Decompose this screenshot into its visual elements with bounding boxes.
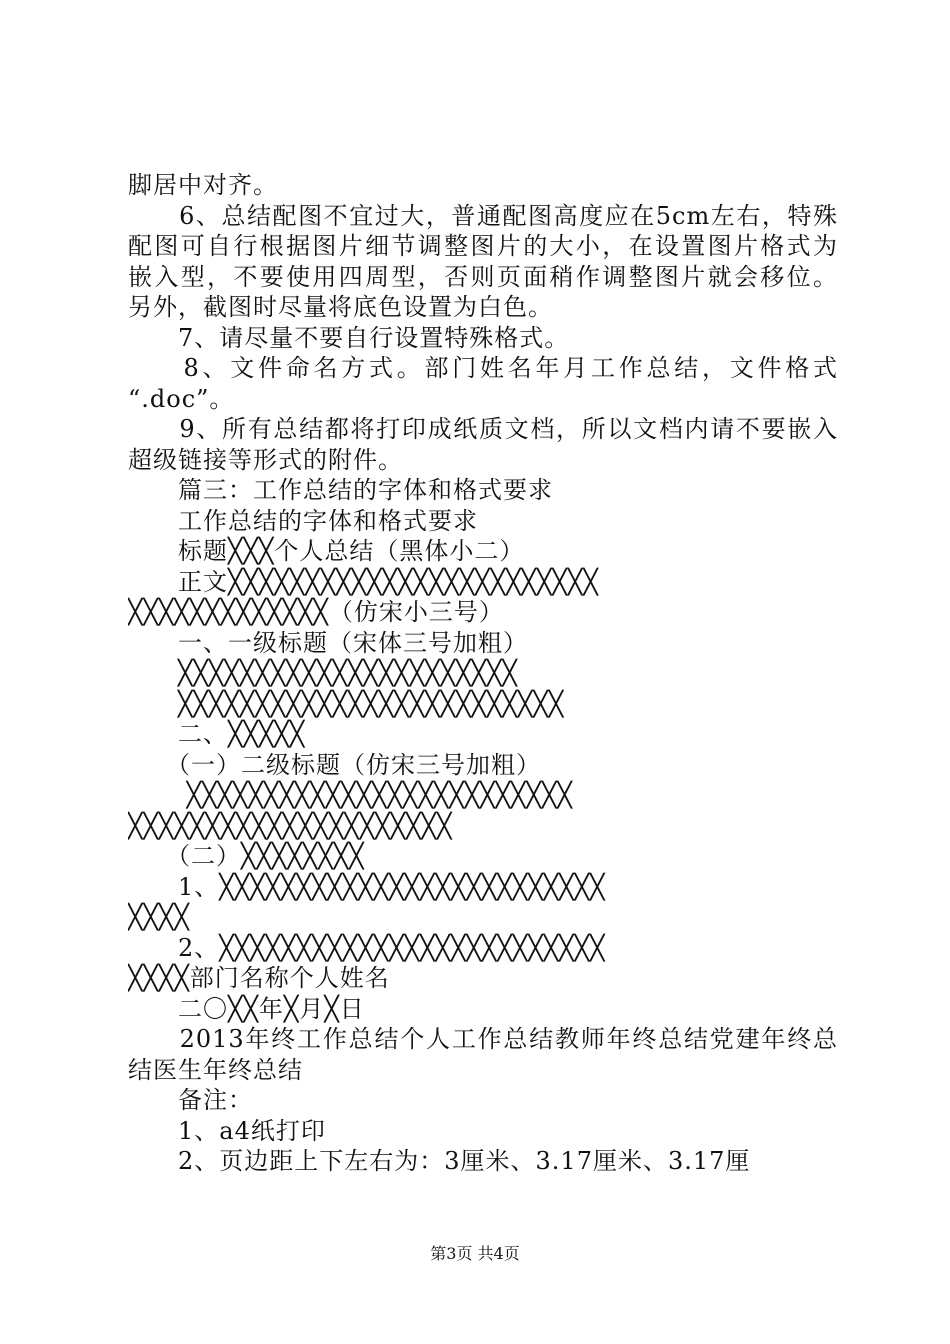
text-line-10: 超级链接等形式的附件。 xyxy=(128,445,403,474)
text-line-6: 7、请尽量不要自行设置特殊格式。 xyxy=(128,323,570,352)
text-line-1: 脚居中对齐。 xyxy=(128,171,278,199)
text-line-5: 另外，截图时尽量将底色设置为白色。 xyxy=(128,293,553,321)
text-line-15: ╳╳╳╳╳╳╳╳╳╳╳╳╳（仿宋小三号） xyxy=(128,598,504,626)
text-line-23: （二）╳╳╳╳╳╳╳╳ xyxy=(128,842,365,870)
text-line-33: 2、页边距上下左右为：3厘米、3.17厘米、3.17厘 xyxy=(128,1147,751,1175)
text-line-13: 标题╳╳╳个人总结（黑体小二） xyxy=(128,537,525,565)
text-line-25: ╳╳╳╳ xyxy=(128,903,190,931)
text-line-20: （一）二级标题（仿宋三号加粗） xyxy=(128,750,541,779)
text-line-24: 1、╳╳╳╳╳╳╳╳╳╳╳╳╳╳╳╳╳╳╳╳╳╳╳╳╳ xyxy=(128,872,606,901)
page-number-footer: 第3页 共4页 xyxy=(430,1244,520,1263)
text-line-29: 2013年终工作总结个人工作总结教师年终总结党建年终总 xyxy=(128,1025,838,1053)
text-line-21: ╳╳╳╳╳╳╳╳╳╳╳╳╳╳╳╳╳╳╳╳╳╳╳╳╳ xyxy=(128,781,573,809)
text-line-11: 篇三：工作总结的字体和格式要求 xyxy=(128,476,553,504)
text-line-31: 备注： xyxy=(128,1086,253,1114)
text-line-19: 二、╳╳╳╳╳ xyxy=(128,720,306,748)
text-line-14: 正文╳╳╳╳╳╳╳╳╳╳╳╳╳╳╳╳╳╳╳╳╳╳╳╳ xyxy=(128,567,599,596)
text-line-27: ╳╳╳╳部门名称个人姓名 xyxy=(128,964,390,992)
text-line-30: 结医生年终总结 xyxy=(128,1055,303,1084)
text-line-32: 1、a4纸打印 xyxy=(128,1116,326,1145)
text-line-8: “.doc”。 xyxy=(128,384,235,413)
text-line-22: ╳╳╳╳╳╳╳╳╳╳╳╳╳╳╳╳╳╳╳╳╳ xyxy=(128,811,453,840)
document-body xyxy=(128,170,838,1177)
text-line-9: 9、所有总结都将打印成纸质文档，所以文档内请不要嵌入 xyxy=(128,415,838,443)
text-line-7: 8、文件命名方式。部门姓名年月工作总结，文件格式 xyxy=(128,354,838,382)
text-line-26: 2、╳╳╳╳╳╳╳╳╳╳╳╳╳╳╳╳╳╳╳╳╳╳╳╳╳ xyxy=(128,933,606,962)
text-line-3: 配图可自行根据图片细节调整图片的大小，在设置图片格式为 xyxy=(128,232,838,260)
text-line-4: 嵌入型，不要使用四周型，否则页面稍作调整图片就会移位。 xyxy=(128,262,838,291)
text-line-17: ╳╳╳╳╳╳╳╳╳╳╳╳╳╳╳╳╳╳╳╳╳╳ xyxy=(128,659,518,687)
text-line-12: 工作总结的字体和格式要求 xyxy=(128,506,478,535)
text-line-2: 6、总结配图不宜过大，普通配图高度应在5cm左右，特殊 xyxy=(128,201,838,230)
text-line-16: 一、一级标题（宋体三号加粗） xyxy=(128,628,528,657)
text-line-18: ╳╳╳╳╳╳╳╳╳╳╳╳╳╳╳╳╳╳╳╳╳╳╳╳╳ xyxy=(128,689,565,718)
text-line-28: 二〇╳╳年╳月╳日 xyxy=(128,994,365,1023)
